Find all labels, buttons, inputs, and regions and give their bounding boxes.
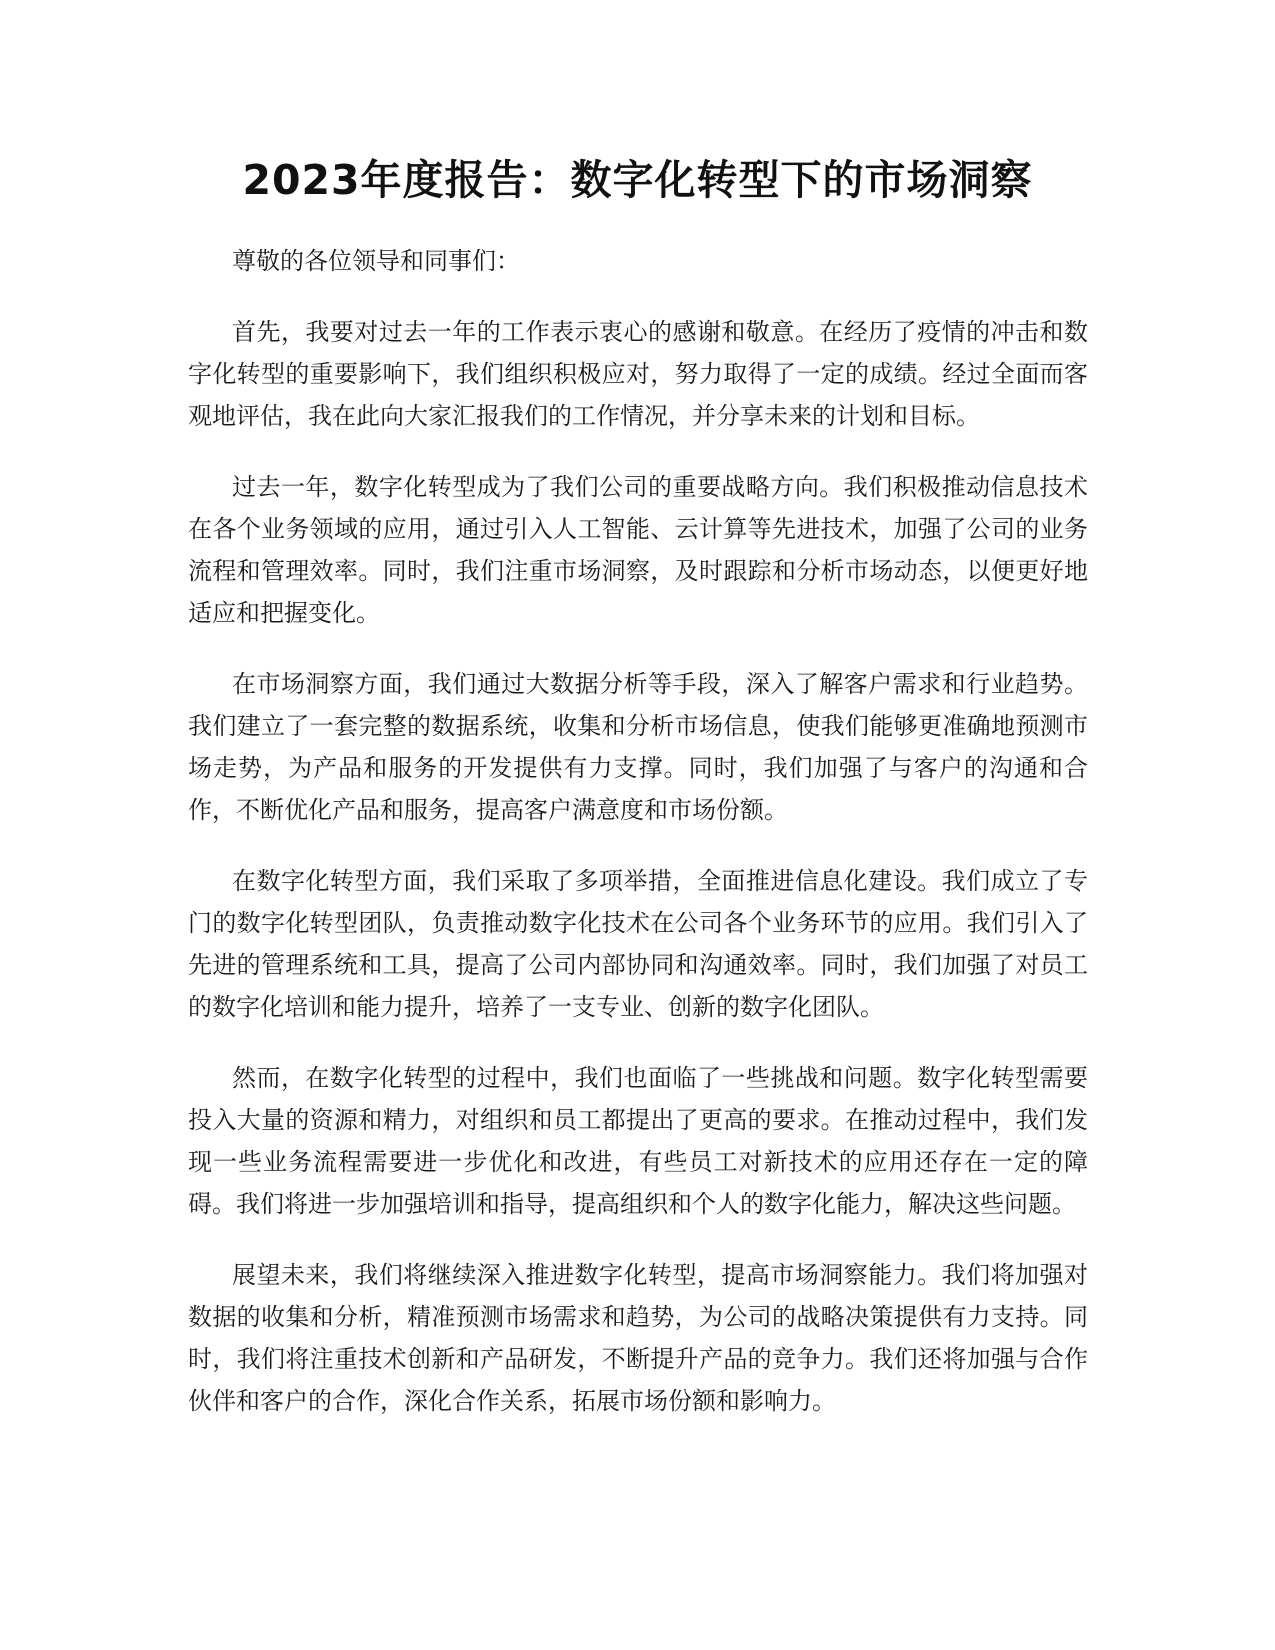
body-paragraph: 过去一年，数字化转型成为了我们公司的重要战略方向。我们积极推动信息技术在各个业务领域的应用，通过引入人工智能、云计算等先进技术，加强了公司的业务流程和管理效率。同时，我们注重市场洞察，及时跟踪和分析市场动态，以便更好地适应和把握变化。 (188, 473, 1088, 627)
body-paragraph: 首先，我要对过去一年的工作表示衷心的感谢和敬意。在经历了疫情的冲击和数字化转型的重要影响下，我们组织积极应对，努力取得了一定的成绩。经过全面而客观地评估，我在此向大家汇报我们的工作情况，并分享未来的计划和目标。 (188, 318, 1088, 430)
greeting-paragraph: 尊敬的各位领导和同事们： (232, 247, 520, 275)
document-body (188, 240, 1088, 1451)
body-paragraph: 然而，在数字化转型的过程中，我们也面临了一些挑战和问题。数字化转型需要投入大量的资源和精力，对组织和员工都提出了更高的要求。在推动过程中，我们发现一些业务流程需要进一步优化和改进，有些员工对新技术的应用还存在一定的障碍。我们将进一步加强培训和指导，提高组织和个人的数字化能力，解决这些问题。 (188, 1064, 1088, 1218)
body-paragraph: 在数字化转型方面，我们采取了多项举措，全面推进信息化建设。我们成立了专门的数字化转型团队，负责推动数字化技术在公司各个业务环节的应用。我们引入了先进的管理系统和工具，提高了公司内部协同和沟通效率。同时，我们加强了对员工的数字化培训和能力提升，培养了一支专业、创新的数字化团队。 (188, 867, 1088, 1021)
document-title: 2023年度报告：数字化转型下的市场洞察 (242, 156, 1033, 204)
body-paragraph: 展望未来，我们将继续深入推进数字化转型，提高市场洞察能力。我们将加强对数据的收集和分析，精准预测市场需求和趋势，为公司的战略决策提供有力支持。同时，我们将注重技术创新和产品研发，不断提升产品的竞争力。我们还将加强与合作伙伴和客户的合作，深化合作关系，拓展市场份额和影响力。 (188, 1261, 1088, 1415)
body-paragraph: 在市场洞察方面，我们通过大数据分析等手段，深入了解客户需求和行业趋势。我们建立了一套完整的数据系统，收集和分析市场信息，使我们能够更准确地预测市场走势，为产品和服务的开发提供有力支撑。同时，我们加强了与客户的沟通和合作，不断优化产品和服务，提高客户满意度和市场份额。 (188, 670, 1088, 824)
